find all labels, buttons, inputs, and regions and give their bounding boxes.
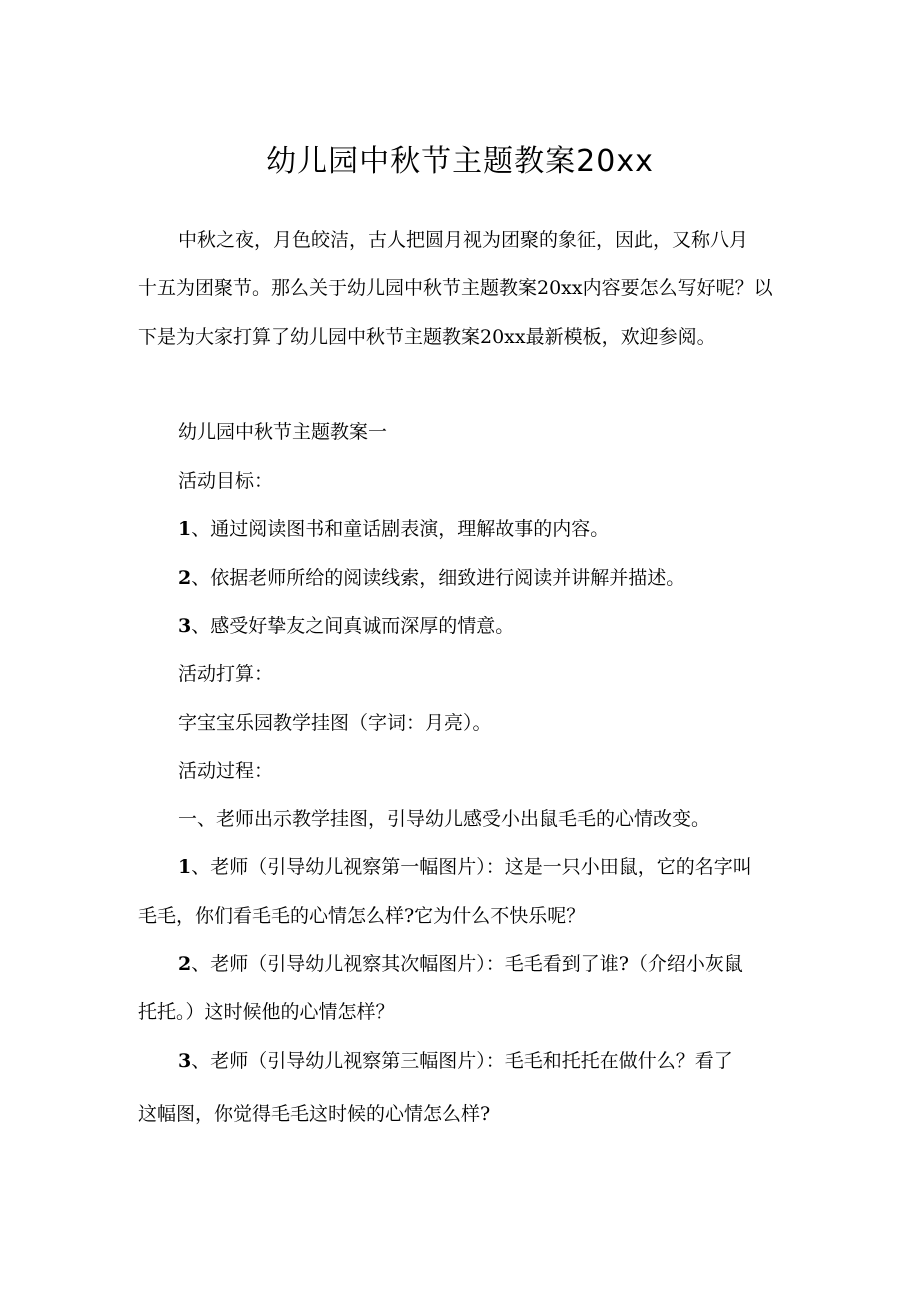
process-item-text: 、老师（引导幼儿视察其次幅图片）：毛毛看到了谁?（介绍小灰鼠 (191, 953, 743, 975)
goal-item-2 (178, 564, 685, 592)
process-item-2-line-1 (178, 950, 743, 978)
goal-text: 、感受好挚友之间真诚而深厚的情意。 (191, 615, 515, 637)
document-title: 幼儿园中秋节主题教案20xx (266, 144, 654, 179)
process-item-text: 、老师（引导幼儿视察第三幅图片）：毛毛和托托在做什么？看了 (191, 1050, 733, 1072)
process-item-number: 3 (178, 1050, 192, 1072)
goal-number: 1 (178, 518, 192, 540)
process-item-number: 2 (178, 953, 192, 975)
goal-number: 2 (178, 567, 192, 589)
goal-text: 、依据老师所给的阅读线索，细致进行阅读并讲解并描述。 (191, 567, 686, 589)
process-item-3-line-2: 这幅图，你觉得毛毛这时候的心情怎么样? (138, 1103, 491, 1125)
intro-line-2: 十五为团聚节。那么关于幼儿园中秋节主题教案20xx内容要怎么写好呢？以 (138, 277, 773, 299)
process-item-3-line-1 (178, 1047, 733, 1075)
process-step: 一、老师出示教学挂图，引导幼儿感受小出鼠毛毛的心情改变。 (178, 808, 711, 830)
goal-item-3 (178, 612, 514, 640)
process-heading: 活动过程： (178, 760, 274, 782)
prep-text: 字宝宝乐园教学挂图（字词：月亮）。 (178, 712, 492, 734)
process-item-1-line-1 (178, 853, 752, 881)
goals-heading: 活动目标： (178, 470, 274, 492)
section-title: 幼儿园中秋节主题教案一 (178, 421, 388, 443)
process-item-text: 、老师（引导幼儿视察第一幅图片）：这是一只小田鼠，它的名字叫 (191, 856, 752, 878)
prep-heading: 活动打算： (178, 663, 274, 685)
goal-text: 、通过阅读图书和童话剧表演，理解故事的内容。 (191, 518, 610, 540)
process-item-number: 1 (178, 856, 192, 878)
process-item-2-line-2: 托托。）这时候他的心情怎样？ (138, 1001, 395, 1023)
goal-item-1 (178, 515, 609, 543)
process-item-1-line-2: 毛毛，你们看毛毛的心情怎么样?它为什么不快乐呢？ (138, 905, 586, 927)
goal-number: 3 (178, 615, 192, 637)
intro-line-1: 中秋之夜，月色皎洁，古人把圆月视为团聚的象征，因此，又称八月 (178, 229, 749, 251)
intro-line-3: 下是为大家打算了幼儿园中秋节主题教案20xx最新模板，欢迎参阅。 (138, 326, 716, 348)
